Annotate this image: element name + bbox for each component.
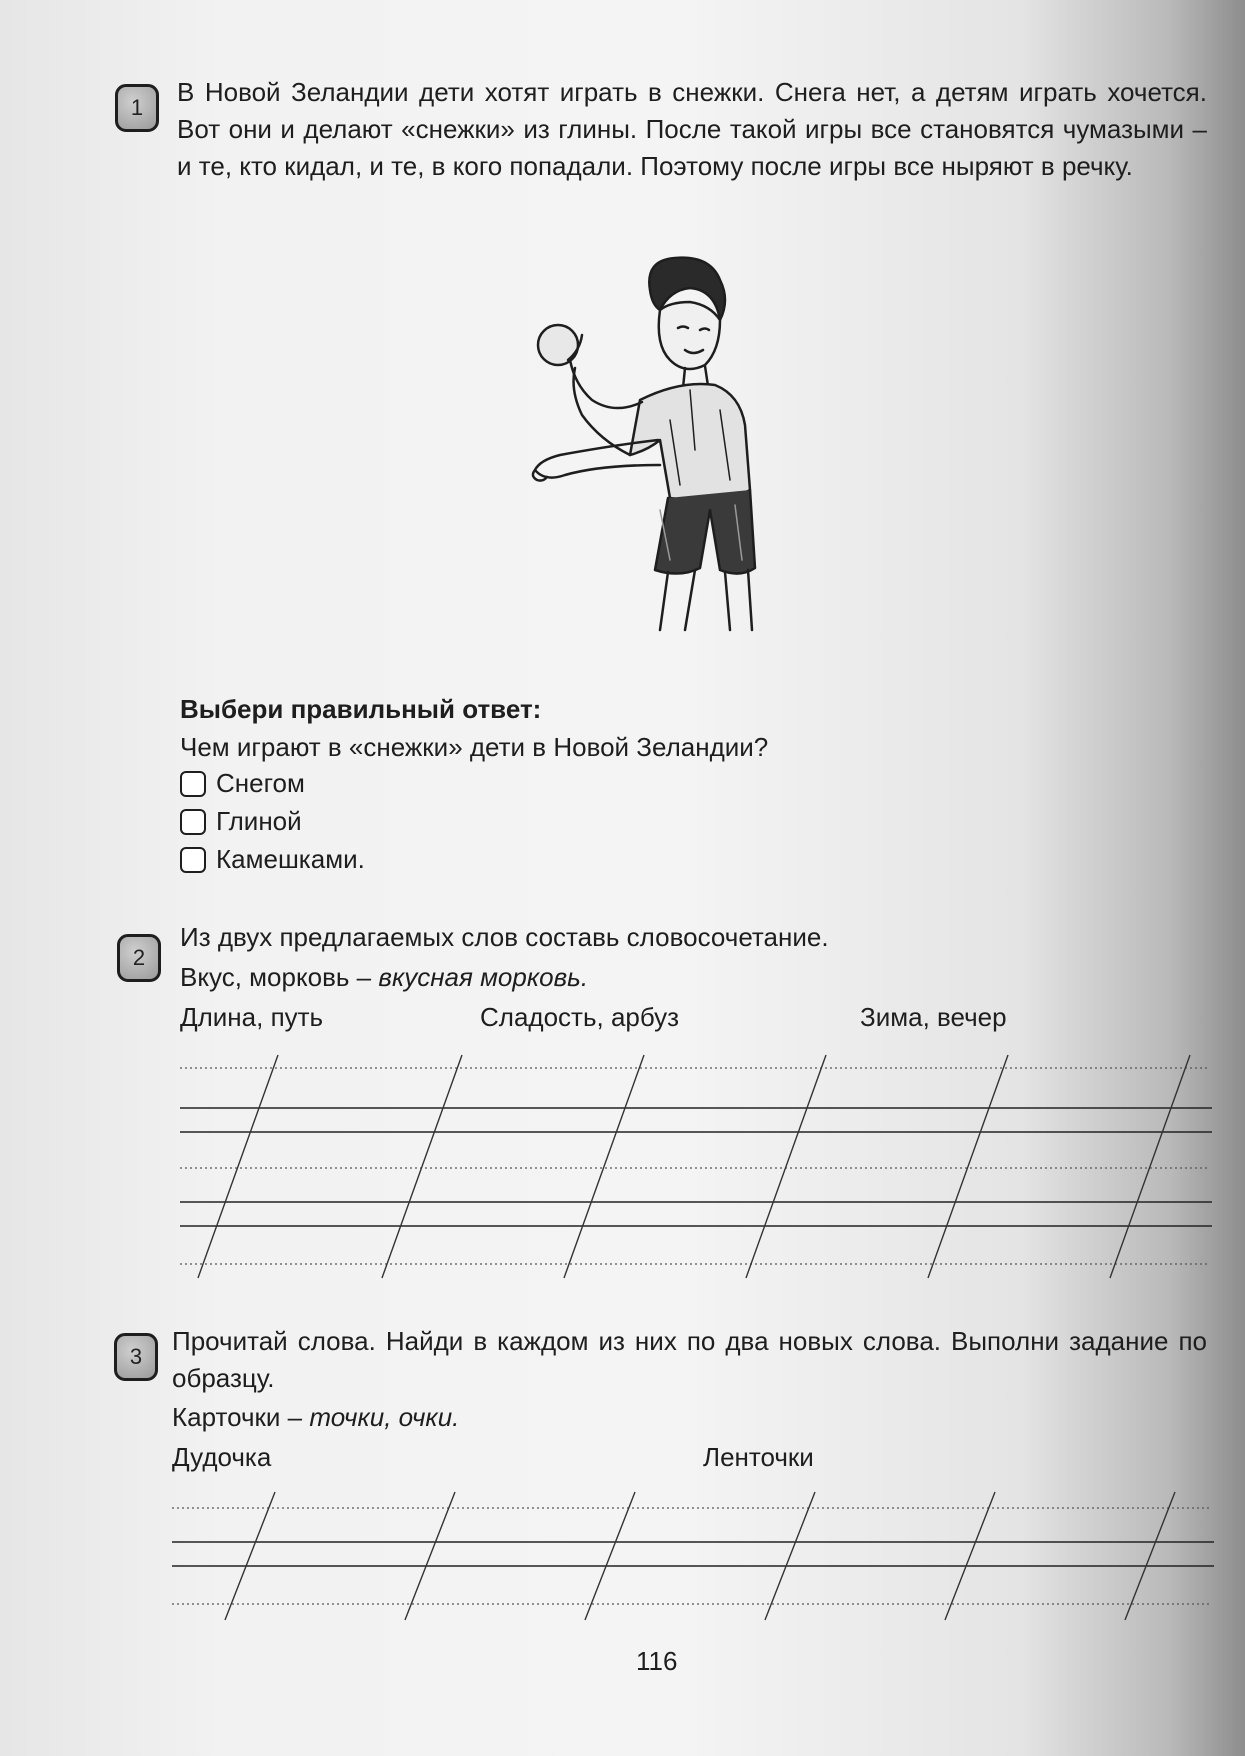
task1-text: В Новой Зеландии дети хотят играть в снежки. Снега нет, а детям играть хочется. Вот они и делают «снежки» из глины. После такой игры все становятся чумазыми – и те, кто кидал, и те, в кого попадали. Поэтому после игры все ныряют в речку. xyxy=(177,77,1207,181)
word-pair: Сладость, арбуз xyxy=(480,1002,680,1032)
example-answer: точки, очки. xyxy=(309,1402,460,1432)
task2-instruction: Из двух предлагаемых слов составь словосочетание. xyxy=(180,922,829,952)
task1-instruction: Выбери правильный ответ: xyxy=(180,694,542,724)
word-pair: Зима, вечер xyxy=(860,1002,1007,1032)
example-prefix: Карточки – xyxy=(172,1402,303,1432)
task3-instruction: Прочитай слова. Найди в каждом из них по два новых слова. Выполни задание по образцу. xyxy=(172,1326,1207,1393)
task-number: 2 xyxy=(132,945,146,970)
task-number: 1 xyxy=(130,95,144,120)
task1-question: Чем играют в «снежки» дети в Новой Зеландии? xyxy=(180,732,769,762)
word-to-split: Ленточки xyxy=(703,1442,814,1472)
example-prefix: Вкус, морковь – xyxy=(180,962,372,992)
example-answer: вкусная морковь. xyxy=(378,962,589,992)
word-pair: Длина, путь xyxy=(180,1002,324,1032)
task-number: 3 xyxy=(129,1344,143,1369)
option-label: Камешками. xyxy=(216,844,365,874)
page-number: 116 xyxy=(636,1646,678,1676)
option-label: Снегом xyxy=(216,768,305,798)
word-to-split: Дудочка xyxy=(172,1442,272,1472)
option-label: Глиной xyxy=(216,806,302,836)
